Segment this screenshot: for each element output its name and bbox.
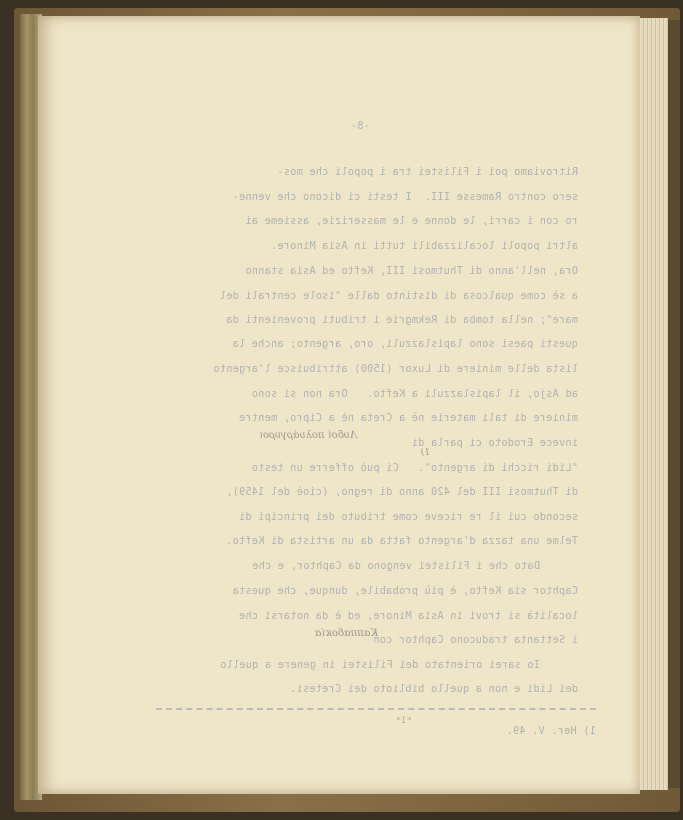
footnote: 1) Her. V. 49. [506,725,596,737]
bleed-through-text [38,16,640,794]
text-line: Telme una tazza d'argento fatta da un artista di Kefto. [226,535,578,547]
footnote-rule [156,708,596,710]
footnote-marker: *1* [395,716,412,726]
text-line: i Settanta traducono Caphtor con [373,634,578,646]
text-line: di Thutmosi III del 420 anno di regno, (cioè del 1459), [226,486,578,498]
text-line: ro con i carri, le donne e le masserizie, assieme ai [245,215,578,227]
document-page [38,16,640,794]
text-line: ad Asjo, il lapislazzuli a Kefto. Ora non si sono [251,388,578,400]
text-line: località si trovi in Asia Minore, ed è da notarsi che [238,610,578,622]
text-line: dei Lidi e non a quello biblioto dei Cretesi. [290,683,578,695]
text-line: Dato che i Filistei vengono da Caphtor, e che [252,560,540,572]
handwritten-footnote-ref: 1) [420,448,430,458]
cover-edge [668,20,680,788]
text-line: questi paesi sono lapislazzuli, oro, argento; anche la [232,338,578,350]
text-line: Ritroviamo poi i Filistei tra i popoli che mos- [277,166,578,178]
text-line: miniere di tali materie nè a Creta nè a Cipro, mentre [238,412,578,424]
text-line: altri popoli localizzabili tutti in Asia Minore. [270,240,578,252]
text-line: "Lidi ricchi di argento". Ci può offerre un testo [251,462,578,474]
text-line: Caphtor sia Kefto, è più probabile, dunque, che questa [232,585,578,597]
text-line: sero contro Ramesse III. I testi ci dicono che venne- [232,191,578,203]
handwritten-greek: Λυδοὶ πολυάργυροι [259,430,357,441]
page-edges [640,18,668,790]
text-line: mare"; nella tomba di Rekmgrie i tributi provenienti da [226,314,578,326]
text-line: Ora, nell'anno di Thutmosi III, Kefto ed Asia stanno [245,265,578,277]
text-line: lista delle miniere di Luxor (1500) attribuisce l'argento [213,363,578,375]
page-number: -8- [350,120,370,132]
text-line: invece Erodoto ci parla di [411,437,578,449]
handwritten-greek: Καππαδοκία [314,628,378,639]
text-line: secondo cui il re riceve come tributo dei principi di [238,511,578,523]
text-line: Io sarei orientato dei Filistei in genere a quello [220,659,540,671]
text-line: a sè come qualcosa di distinto dalle "isole centrali del [219,290,578,302]
